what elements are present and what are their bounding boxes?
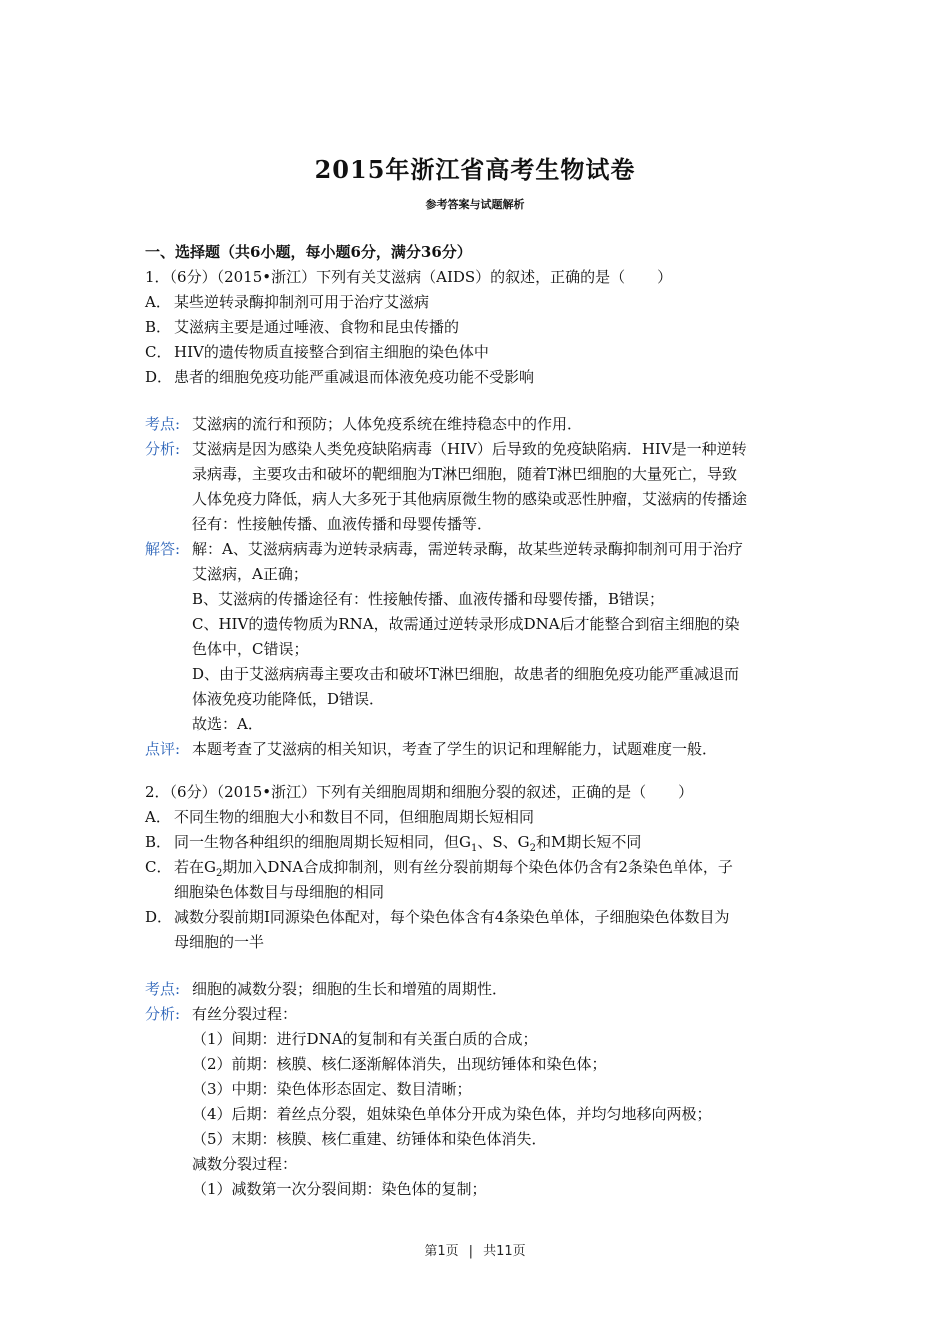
question-2-stem-end: ） xyxy=(678,783,694,801)
q2-option-d-line2: 母细胞的一半 xyxy=(174,933,265,951)
q1-jieda-line: B、艾滋病的传播途径有：性接触传播、血液传播和母婴传播，B错误； xyxy=(192,590,665,608)
q2-option-b-post: 和M期长短不同 xyxy=(536,833,642,851)
page-number: 第1页 xyxy=(424,1244,459,1259)
q1-dianping-label: 点评: xyxy=(145,740,181,758)
section-heading: 一、选择题（共6小题，每小题6分，满分36分） xyxy=(145,243,472,261)
q2-option-c-post: 期加入DNA合成抑制剂，则有丝分裂前期每个染色体仍含有2条染色单体，子 xyxy=(222,858,733,876)
q1-option-b-letter: B． xyxy=(145,318,172,336)
q1-jieda-line: 故选：A． xyxy=(192,715,263,733)
q1-option-b-text: 艾滋病主要是通过唾液、食物和昆虫传播的 xyxy=(174,318,460,336)
q1-jieda-line: 解：A、艾滋病病毒为逆转录病毒，需逆转录酶，故某些逆转录酶抑制剂可用于治疗 xyxy=(192,540,743,558)
q2-fenxi xyxy=(145,1002,810,1202)
q1-kaodian-label: 考点: xyxy=(145,415,181,433)
q1-jieda-line: D、由于艾滋病病毒主要攻击和破坏T淋巴细胞，故患者的细胞免疫功能严重减退而 xyxy=(192,665,740,683)
q2-meiosis-step: （1）减数第一次分裂间期：染色体的复制； xyxy=(192,1180,487,1198)
page-footer xyxy=(0,1240,950,1259)
q2-fenxi-step: （1）间期：进行DNA的复制和有关蛋白质的合成； xyxy=(192,1030,538,1048)
q2-fenxi-step: （5）末期：核膜、核仁重建、纺锤体和染色体消失． xyxy=(192,1130,547,1148)
q2-option-a-text: 不同生物的细胞大小和数目不同，但细胞周期长短相同 xyxy=(174,808,535,826)
q1-jieda xyxy=(145,537,810,737)
q2-fenxi-step: （2）前期：核膜、核仁逐渐解体消失，出现纺锤体和染色体； xyxy=(192,1055,607,1073)
q1-option-d-letter: D． xyxy=(145,368,173,386)
q1-dianping xyxy=(145,737,810,762)
q2-option-b-text: 同一生物各种组织的细胞周期长短相同，但G xyxy=(174,833,471,851)
q1-jieda-line: 色体中，C错误； xyxy=(192,640,309,658)
q2-fenxi-label: 分析: xyxy=(145,1005,181,1023)
q2-option-c-line2: 细胞染色体数目与母细胞的相同 xyxy=(174,883,385,901)
q1-fenxi-line: 录病毒，主要攻击和破坏的靶细胞为T淋巴细胞，随着T淋巴细胞的大量死亡，导致 xyxy=(192,465,738,483)
q2-kaodian-label: 考点: xyxy=(145,980,181,998)
q2-option-d-letter: D． xyxy=(145,908,173,926)
document-body xyxy=(145,240,810,1202)
q2-fenxi-step: （4）后期：着丝点分裂，姐妹染色单体分开成为染色体，并均匀地移向两极； xyxy=(192,1105,712,1123)
q1-fenxi-line: 径有：性接触传播、血液传播和母婴传播等． xyxy=(192,515,493,533)
q1-fenxi-line: 人体免疫力降低，病人大多死于其他病原微生物的感染或恶性肿瘤，艾滋病的传播途 xyxy=(192,490,748,508)
q2-option-c xyxy=(145,855,810,880)
q2-kaodian xyxy=(145,977,810,1002)
q1-option-b xyxy=(145,315,810,340)
question-1 xyxy=(145,265,810,762)
q1-option-a xyxy=(145,290,810,315)
page-total: 共11页 xyxy=(483,1244,526,1259)
footer-separator: | xyxy=(468,1244,474,1259)
q2-option-c-letter: C． xyxy=(145,858,172,876)
q2-option-b-letter: B． xyxy=(145,833,172,851)
q1-option-c xyxy=(145,340,810,365)
document-subtitle: 参考答案与试题解析 xyxy=(425,198,525,211)
q2-option-c-sub: 2 xyxy=(215,868,223,879)
document-title: 2015年浙江省高考生物试卷 xyxy=(314,155,636,184)
question-2-stem xyxy=(145,780,810,805)
q1-kaodian-text: 艾滋病的流行和预防；人体免疫系统在维持稳态中的作用． xyxy=(192,415,583,433)
q2-meiosis-head: 减数分裂过程： xyxy=(192,1155,298,1173)
q2-option-a-letter: A． xyxy=(145,808,171,826)
q1-jieda-line: 体液免疫功能降低，D错误． xyxy=(192,690,385,708)
q1-fenxi-line: 艾滋病是因为感染人类免疫缺陷病毒（HIV）后导致的免疫缺陷病．HIV是一种逆转 xyxy=(192,440,747,458)
q2-fenxi-head: 有丝分裂过程： xyxy=(192,1005,298,1023)
q2-fenxi-step: （3）中期：染色体形态固定、数目清晰； xyxy=(192,1080,472,1098)
q1-option-a-letter: A． xyxy=(145,293,171,311)
q2-option-b-sub2: 2 xyxy=(529,843,537,854)
q2-option-b-sub1: 1 xyxy=(471,843,478,854)
q1-jieda-line: C、HIV的遗传物质为RNA，故需通过逆转录形成DNA后才能整合到宿主细胞的染 xyxy=(192,615,740,633)
q1-option-d-text: 患者的细胞免疫功能严重减退而体液免疫功能不受影响 xyxy=(174,368,535,386)
q2-option-c-text: 若在G xyxy=(174,858,216,876)
q1-fenxi-label: 分析: xyxy=(145,440,181,458)
q1-dianping-text: 本题考查了艾滋病的相关知识，考查了学生的识记和理解能力，试题难度一般． xyxy=(192,740,718,758)
q1-jieda-label: 解答: xyxy=(145,540,181,558)
q2-option-d xyxy=(145,905,810,930)
q1-option-c-letter: C． xyxy=(145,343,172,361)
question-2-stem-text: 2．（6分）（2015•浙江）下列有关细胞周期和细胞分裂的叙述，正确的是（ xyxy=(145,783,647,801)
q1-jieda-line: 艾滋病，A正确； xyxy=(192,565,308,583)
question-2 xyxy=(145,780,810,1202)
q1-option-a-text: 某些逆转录酶抑制剂可用于治疗艾滋病 xyxy=(174,293,430,311)
q1-option-d xyxy=(145,365,810,390)
question-1-stem-text: 1．（6分）（2015•浙江）下列有关艾滋病（AIDS）的叙述，正确的是（ xyxy=(145,268,626,286)
q2-option-b-mid: 、S、G xyxy=(477,833,530,851)
q2-option-a xyxy=(145,805,810,830)
q1-option-c-text: HIV的遗传物质直接整合到宿主细胞的染色体中 xyxy=(174,343,489,361)
question-1-stem xyxy=(145,265,810,290)
q1-kaodian xyxy=(145,412,810,437)
question-1-stem-end: ） xyxy=(657,268,673,286)
q2-kaodian-text: 细胞的减数分裂；细胞的生长和增殖的周期性． xyxy=(192,980,508,998)
q1-fenxi xyxy=(145,437,810,537)
q2-option-d-text: 减数分裂前期I同源染色体配对，每个染色体含有4条染色单体，子细胞染色体数目为 xyxy=(174,908,730,926)
q2-option-b xyxy=(145,830,810,855)
